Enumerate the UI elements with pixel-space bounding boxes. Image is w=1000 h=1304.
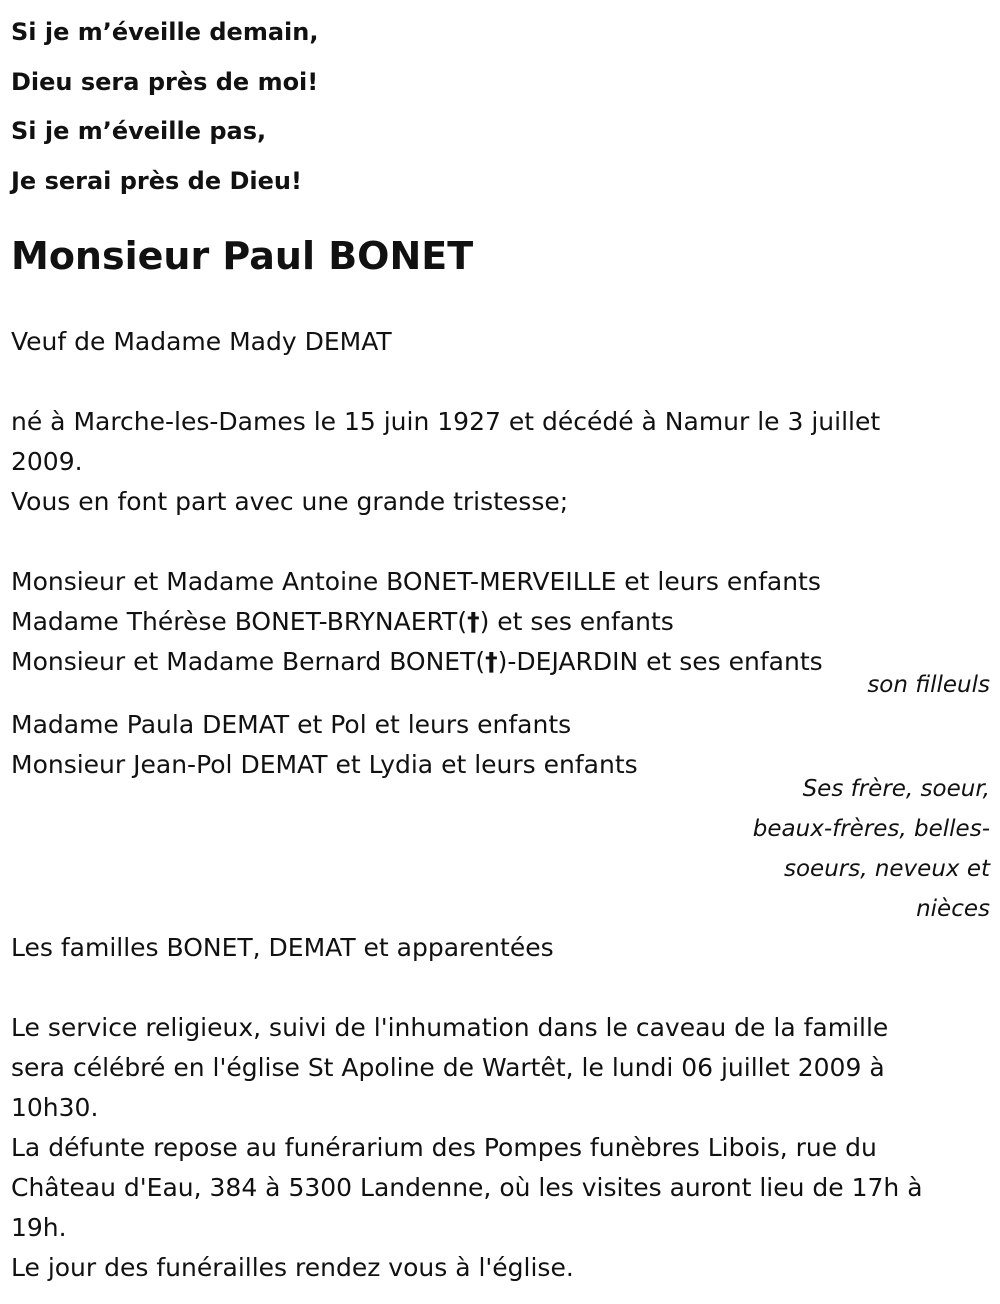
family-member-text: Madame Thérèse BONET-BRYNAERT( [11,607,468,636]
deceased-name: Monsieur Paul BONET [11,234,474,278]
service-line: sera célébré en l'église St Apoline de Wartêt, le lundi 06 juillet 2009 à [11,1053,885,1082]
family-member-line [11,642,971,682]
birth-death-block [11,402,971,522]
family-member-text: Monsieur et Madame Bernard BONET( [11,647,486,676]
service-line: 10h30. [11,1093,99,1122]
cross-icon: † [485,647,498,676]
poem-line: Dieu sera près de moi! [11,67,319,96]
families-text: Les familles BONET, DEMAT et apparentées [11,933,554,962]
service-line: Le service religieux, suivi de l'inhumation dans le caveau de la famille [11,1013,889,1042]
siblings-note [753,769,990,929]
cross-icon: † [467,607,480,636]
birth-death-line: 2009. [11,447,83,476]
godchildren-note: son filleuls [867,672,990,698]
family-block-1 [11,562,971,682]
poem-block [11,8,611,206]
siblings-note-line: Ses frère, soeur, [802,776,990,802]
siblings-note-line: soeurs, neveux et [783,856,990,882]
service-line: Château d'Eau, 384 à 5300 Landenne, où les visites auront lieu de 17h à [11,1173,923,1202]
poem-line: Si je m’éveille demain, [11,18,319,46]
poem-line: Je serai près de Dieu! [11,166,302,195]
widower-of-text: Veuf de Madame Mady DEMAT [11,327,392,356]
family-member-text: )-DEJARDIN et ses enfants [497,647,823,676]
family-member-line: Monsieur Jean-Pol DEMAT et Lydia et leurs enfants [11,750,638,779]
siblings-note-line: nièces [916,896,990,922]
service-line: Le jour des funérailles rendez vous à l'église. [11,1253,574,1282]
service-block [11,1008,971,1288]
family-member-line: Madame Paula DEMAT et Pol et leurs enfants [11,710,572,739]
announcement-line: Vous en font part avec une grande tristesse; [11,487,569,516]
family-member-line: Monsieur et Madame Antoine BONET-MERVEILLE et leurs enfants [11,567,821,596]
poem-line: Si je m’éveille pas, [11,117,267,145]
service-line: La défunte repose au funérarium des Pompes funèbres Libois, rue du [11,1133,877,1162]
service-line: 19h. [11,1213,67,1242]
family-member-line [11,602,971,642]
family-member-text: ) et ses enfants [479,607,674,636]
widower-of [11,322,971,362]
families-line [11,928,971,968]
birth-death-line: né à Marche-les-Dames le 15 juin 1927 et décédé à Namur le 3 juillet [11,407,881,436]
siblings-note-line: beaux-frères, belles- [752,816,990,842]
